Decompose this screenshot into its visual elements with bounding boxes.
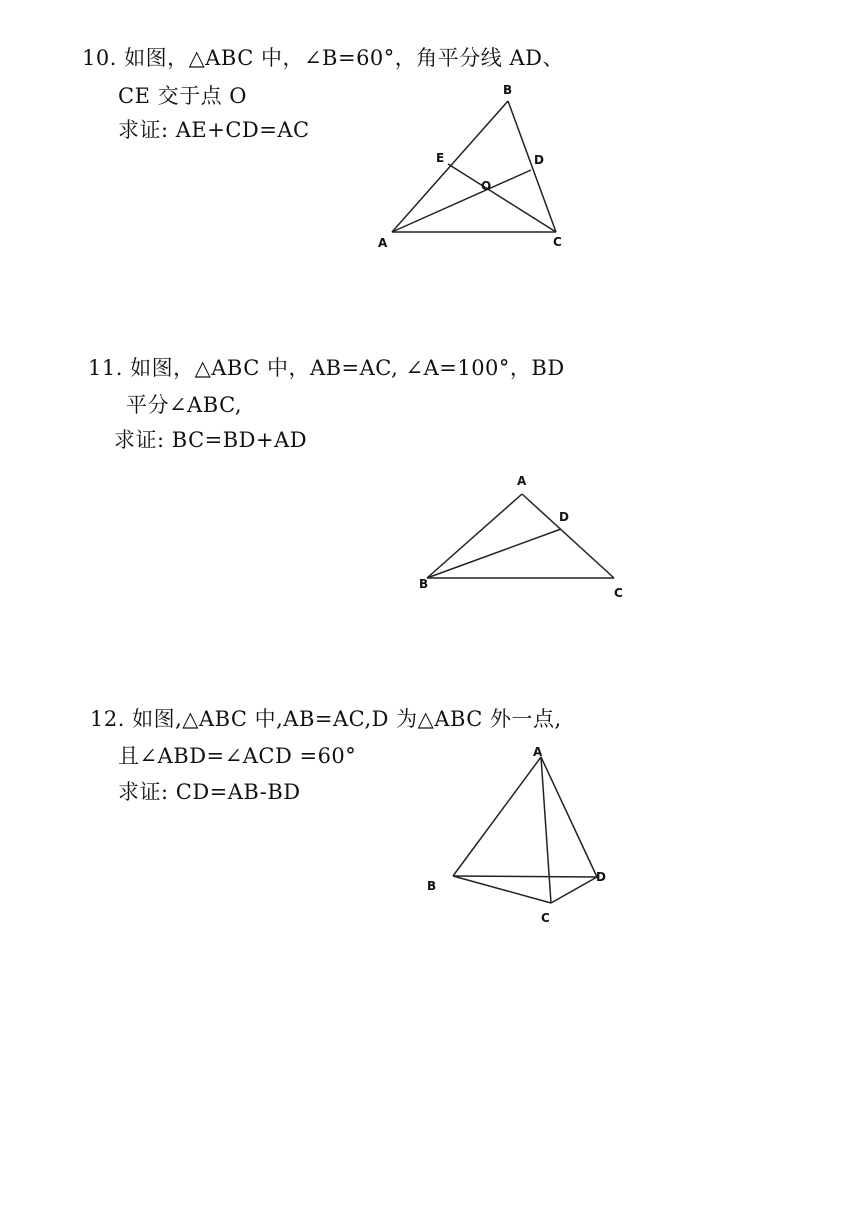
vertex-label-a: A <box>533 745 543 759</box>
vertex-label-c: C <box>553 235 562 249</box>
segment-ac <box>541 757 551 903</box>
problem-10-proof-goal: 求证: AE+CD=AC <box>118 118 310 142</box>
problem-12-statement: 12. 如图,△ABC 中,AB=AC,D 为△ABC 外一点, <box>90 707 562 731</box>
vertex-label-b: B <box>427 879 437 893</box>
problem-10-statement-cont: CE 交于点 O <box>118 84 247 108</box>
point-label-d: D <box>534 153 544 167</box>
problem-10-statement: 10. 如图，△ABC 中，∠B=60°，角平分线 AD、 <box>82 46 564 70</box>
problem-11-proof-goal: 求证: BC=BD+AD <box>114 428 308 452</box>
vertex-label-b: B <box>419 577 429 591</box>
segment-cd <box>551 877 597 903</box>
segment-ab <box>453 757 541 876</box>
point-label-e: E <box>436 151 445 165</box>
problem-11-statement: 11. 如图，△ABC 中，AB=AC, ∠A=100°，BD <box>88 356 565 380</box>
vertex-label-c: C <box>541 911 550 925</box>
problem-12-statement-cont: 且∠ABD=∠ACD =60° <box>118 744 357 768</box>
problem-11-statement-cont: 平分∠ABC, <box>126 393 243 417</box>
vertex-label-a: A <box>517 474 527 488</box>
point-label-d: D <box>596 870 606 884</box>
segment-bd <box>453 876 597 877</box>
problem-12-proof-goal: 求证: CD=AB-BD <box>118 780 301 804</box>
segment-ad <box>541 757 597 877</box>
vertex-label-c: C <box>614 586 623 600</box>
vertex-label-b: B <box>503 83 513 97</box>
point-label-o: O <box>481 179 492 193</box>
segment-bc <box>453 876 551 903</box>
vertex-label-a: A <box>378 236 388 250</box>
point-label-d: D <box>559 510 569 524</box>
